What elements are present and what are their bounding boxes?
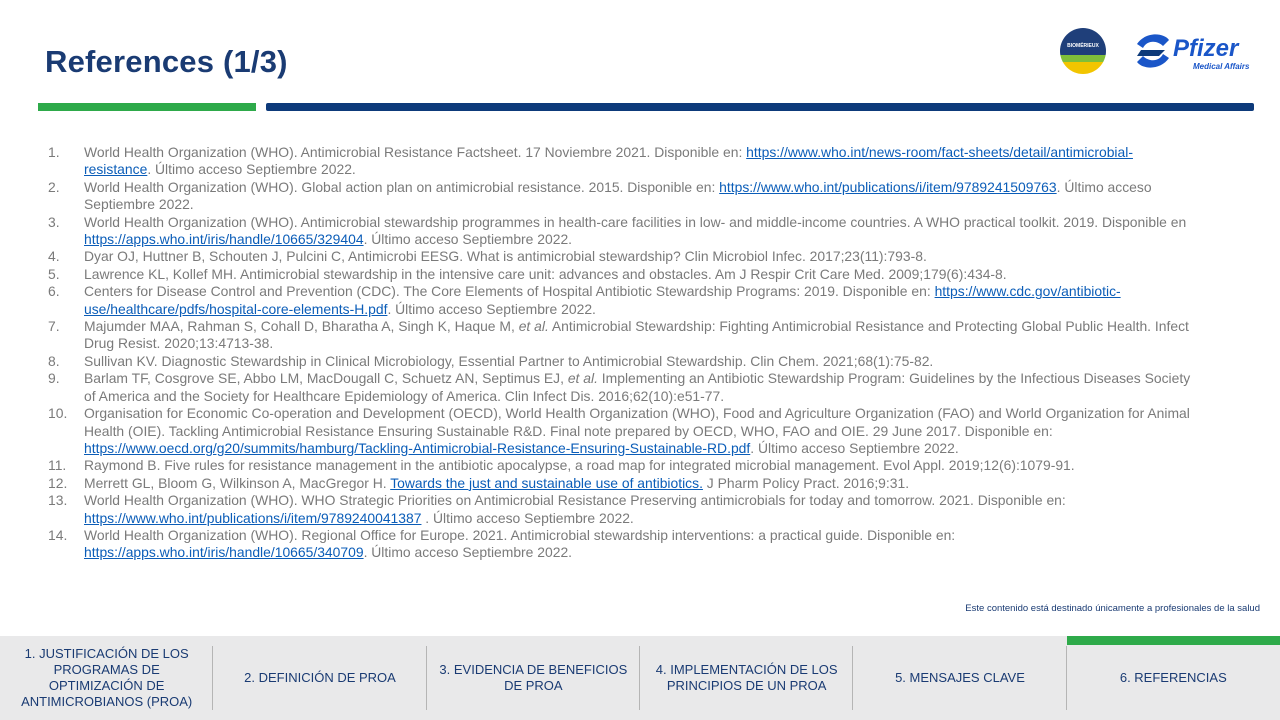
nav-tab-label: 2. DEFINICIÓN DE PROA <box>244 670 396 685</box>
reference-text: Sullivan KV. Diagnostic Stewardship in Clinical Microbiology, Essential Partner to Antimicrobial Stewardship. Clin Chem. 2021;68(1):75-82. <box>84 352 934 369</box>
reference-text: World Health Organization (WHO). Regional Office for Europe. 2021. Antimicrobial stewardship interventions: a practical guide. Disponible en: <box>84 526 956 543</box>
reference-number: 14. <box>48 526 68 543</box>
reference-number: 11. <box>48 457 67 474</box>
nav-tab-6[interactable] <box>1067 636 1280 720</box>
accent-bar-navy <box>266 103 1254 111</box>
nav-tab-5[interactable] <box>853 636 1066 720</box>
reference-link[interactable]: https://apps.who.int/iris/handle/10665/340709 <box>84 544 364 561</box>
reference-access-note: . Último acceso Septiembre 2022. <box>363 544 573 561</box>
disclaimer-text: Este contenido está destinado únicamente a profesionales de la salud <box>965 603 1260 614</box>
reference-text: Antimicrobial Stewardship: Fighting Antimicrobial Resistance and Protecting Global Public Health. Infect Drug Resist. 2020;13:4713-38. <box>84 318 1189 352</box>
reference-item <box>48 457 1198 474</box>
reference-number: 12. <box>48 474 68 491</box>
nav-tab-2[interactable] <box>213 636 426 720</box>
reference-text: Centers for Disease Control and Prevention (CDC). The Core Elements of Hospital Antibiotic Stewardship Programs: 2019. Disponible en: <box>84 283 935 300</box>
reference-number: 1. <box>48 144 60 160</box>
reference-access-note: . Último acceso Septiembre 2022. <box>750 439 959 456</box>
active-tab-indicator <box>1067 636 1280 645</box>
reference-number: 9. <box>48 370 60 387</box>
reference-item <box>48 144 1198 179</box>
reference-et-al: et al. <box>567 370 598 387</box>
nav-tab-label: 6. REFERENCIAS <box>1119 670 1227 685</box>
reference-item <box>48 527 1198 562</box>
page-title: References (1/3) <box>45 44 288 79</box>
reference-item <box>48 266 1198 283</box>
pfizer-subtitle: Medical Affairs <box>1193 62 1250 71</box>
accent-bar-green <box>38 103 256 111</box>
reference-item <box>48 283 1198 318</box>
reference-list <box>48 144 1198 562</box>
pfizer-wordmark: Pfizer <box>1173 35 1239 62</box>
reference-item <box>48 492 1198 527</box>
reference-link[interactable]: Towards the just and sustainable use of antibiotics. <box>390 474 703 491</box>
nav-tab-3[interactable] <box>427 636 640 720</box>
pfizer-helix-icon <box>1133 30 1173 74</box>
reference-number: 3. <box>48 213 60 230</box>
reference-item <box>48 405 1198 457</box>
reference-access-note: . Último acceso Septiembre 2022. <box>421 509 634 526</box>
nav-tab-label: 3. EVIDENCIA DE BENEFICIOS DE PROA <box>439 662 628 693</box>
reference-link[interactable]: https://www.who.int/news-room/fact-sheets/detail/antimicrobial-resistance <box>84 144 1133 178</box>
reference-access-note: . Último acceso Septiembre 2022. <box>84 178 1152 213</box>
reference-text: World Health Organization (WHO). Antimicrobial Resistance Factsheet. 17 Noviembre 2021. Disponible en: <box>84 144 747 160</box>
reference-number: 2. <box>48 178 60 195</box>
reference-item <box>48 370 1198 405</box>
section-nav-bar <box>0 636 1280 720</box>
reference-text: World Health Organization (WHO). Global action plan on antimicrobial resistance. 2015. Disponible en: <box>84 178 720 195</box>
reference-text: World Health Organization (WHO). Antimicrobial stewardship programmes in health-care facilities in low- and middle-income countries. A WHO practical toolkit. 2019. Disponible en <box>84 213 1187 230</box>
reference-item <box>48 475 1198 492</box>
biomerieux-logo <box>1060 28 1106 74</box>
reference-item <box>48 318 1198 353</box>
reference-access-note: J Pharm Policy Pract. 2016;9:31. <box>702 474 910 491</box>
reference-link[interactable]: https://www.who.int/publications/i/item/9789241509763 <box>719 178 1057 195</box>
reference-access-note: . Último acceso Septiembre 2022. <box>387 300 596 317</box>
biomerieux-logo-text: BIOMÉRIEUX <box>1067 43 1099 49</box>
reference-number: 13. <box>48 492 68 509</box>
reference-text: Dyar OJ, Huttner B, Schouten J, Pulcini C, Antimicrobi EESG. What is antimicrobial stewardship? Clin Microbiol Infec. 2017;23(11):793-8. <box>84 248 927 265</box>
nav-tab-label: 5. MENSAJES CLAVE <box>895 670 1025 685</box>
nav-tab-label: 1. JUSTIFICACIÓN DE LOS PROGRAMAS DE OPTIMIZACIÓN DE ANTIMICROBIANOS (PROA) <box>21 646 193 709</box>
reference-text: Organisation for Economic Co-operation and Development (OECD), World Health Organization (WHO), Food and Agriculture Organization (FAO) and World Organization for Animal Health (OIE). Tackling Antimicrobial Resistance Ensuring Sustainable R&D. Final note prepared by OECD, WHO, FAO and OIE. 29 June 2017. Disponible en: <box>84 405 1190 439</box>
reference-text: World Health Organization (WHO). WHO Strategic Priorities on Antimicrobial Resistance Preserving antimicrobials for today and tomorrow. 2021. Disponible en: <box>84 492 1066 509</box>
reference-number: 8. <box>48 352 60 369</box>
reference-number: 7. <box>48 318 60 335</box>
reference-item <box>48 179 1198 214</box>
reference-text: Barlam TF, Cosgrove SE, Abbo LM, MacDougall C, Schuetz AN, Septimus EJ, <box>84 370 568 387</box>
reference-number: 4. <box>48 248 60 265</box>
reference-number: 5. <box>48 265 60 282</box>
reference-text: Majumder MAA, Rahman S, Cohall D, Bharatha A, Singh K, Haque M, <box>84 318 519 335</box>
reference-number: 10. <box>48 405 68 422</box>
reference-link[interactable]: https://apps.who.int/iris/handle/10665/329404 <box>84 231 364 248</box>
reference-item <box>48 248 1198 265</box>
reference-link[interactable]: https://www.cdc.gov/antibiotic-use/healthcare/pdfs/hospital-core-elements-H.pdf <box>84 283 1121 317</box>
nav-tab-1[interactable] <box>0 636 213 720</box>
reference-link[interactable]: https://www.who.int/publications/i/item/9789240041387 <box>84 509 422 526</box>
reference-access-note: . Último acceso Septiembre 2022. <box>363 231 573 248</box>
reference-item <box>48 353 1198 370</box>
reference-et-al: et al. <box>518 318 549 335</box>
reference-text: Raymond B. Five rules for resistance management in the antibiotic apocalypse, a road map for integrated microbial management. Evol Appl. 2019;12(6):1079-91. <box>84 457 1075 474</box>
nav-tab-4[interactable] <box>640 636 853 720</box>
reference-number: 6. <box>48 283 60 300</box>
reference-access-note: . Último acceso Septiembre 2022. <box>147 161 356 178</box>
reference-text: Implementing an Antibiotic Stewardship Program: Guidelines by the Infectious Diseases Society of America and the Society for Healthcare Epidemiology of America. Clin Infect Dis. 2016;62(10):e51-77. <box>84 370 1191 404</box>
reference-item <box>48 214 1198 249</box>
reference-text: Merrett GL, Bloom G, Wilkinson A, MacGregor H. <box>84 474 391 491</box>
reference-link[interactable]: https://www.oecd.org/g20/summits/hamburg/Tackling-Antimicrobial-Resistance-Ensuring-Sustainable-RD.pdf <box>84 439 751 456</box>
nav-tab-label: 4. IMPLEMENTACIÓN DE LOS PRINCIPIOS DE UN PROA <box>655 662 838 693</box>
reference-text: Lawrence KL, Kollef MH. Antimicrobial stewardship in the intensive care unit: advances and obstacles. Am J Respir Crit Care Med. 2009;179(6):434-8. <box>84 265 1007 282</box>
pfizer-logo <box>1133 28 1253 74</box>
